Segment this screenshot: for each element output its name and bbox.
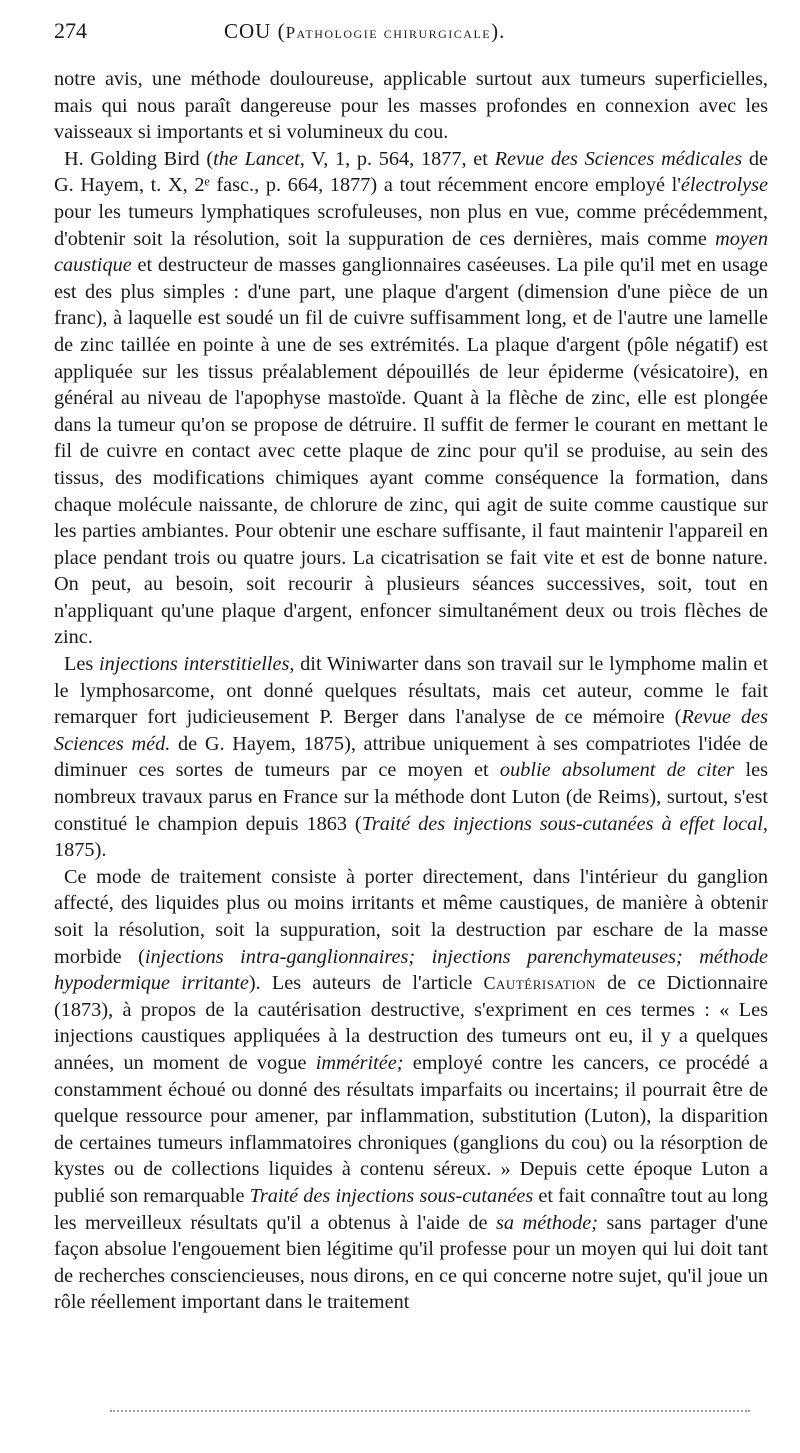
paragraph-continued [54, 66, 768, 146]
page-header [54, 18, 770, 66]
text-run: , dit Winiwarter dans son travail sur le lymphome malin et le lymphosarcome, ont donné quelques résultats, mais cet auteur, comme le fait remarquer fort judicieusement P. Berger dans l'analyse de ce mémoire ( [54, 653, 769, 729]
running-head [224, 19, 505, 44]
text-run: , 1875). [54, 812, 768, 862]
paragraph-interstitial-injections [54, 651, 768, 864]
text-run: H. Golding Bird ( [64, 147, 214, 170]
italic-text: the Lancet [213, 147, 300, 170]
text-run: Ce mode de traitement consiste à porter directement, dans l'intérieur du ganglion affecté, des liquides plus ou moins irritants et même caustiques, de manière à obtenir soit la résolution, soit la suppuration, soit la destruction par eschare de la masse morbide ( [54, 865, 768, 968]
text-run: de ce Dictionnaire (1873), à propos de la cautérisation destructive, s'expriment en ces termes : « Les injections caustiques appliquées à la destruction des tumeurs ont eu, il y a quelques années, un moment de vogue [54, 972, 768, 1074]
page-number: 274 [54, 18, 87, 43]
text-run: notre avis, une méthode douloureuse, applicable surtout aux tumeurs superficielles, mais qui nous paraît dangereuse pour les masses profondes en connexion avec les vaisseaux si importants et si volumineux du cou. [54, 68, 768, 144]
italic-text: injections interstitielles [98, 653, 290, 676]
text-run: employé contre les cancers, ce procédé a constamment échoué ou donné des résultats imparfaits ou incertains; il pourrait être de quelque ressource pour amener, par inflammation, substitution (Luton), la disparition de certaines tumeurs inflammatoires chroniques (ganglions du cou) ou la résorption de kystes ou de collections liquides à contenu séreux. » Depuis cette époque Luton a publié son remarquable [54, 1051, 768, 1207]
text-run: pour les tumeurs lymphatiques scrofuleuses, non plus en vue, comme précédemment, d'obtenir soit la résolution, soit la suppuration de ces dernières, mais comme [54, 200, 768, 250]
text-run: de G. Hayem, t. X, 2ᵉ fasc., p. 664, 1877) a tout récemment encore employé l' [54, 147, 769, 197]
text-run: les nombreux travaux parus en France sur la méthode dont Luton (de Reims), surtout, s'est constitué le champion depuis 1863 ( [54, 759, 768, 835]
italic-text: injections intra-ganglionnaires; injections parenchymateuses; méthode hypodermique irritante [54, 945, 768, 995]
running-head-main: COU ( [224, 19, 286, 43]
italic-text: imméritée; [315, 1051, 404, 1074]
text-run: , V, 1, p. 564, 1877, et [299, 147, 495, 170]
small-caps-text: Cautérisation [483, 973, 596, 994]
paragraph-electrolysis [54, 146, 768, 651]
text-run: et destructeur de masses ganglionnaires caséeuses. La pile qu'il met en usage est des plus simples : d'une part, une plaque d'argent (dimension d'une pièce de un franc), à laquelle est soudé un fil de cuivre suffisamment long, et de l'autre une lamelle de zinc taillée en pointe à une de ses extrémités. La plaque d'argent (pôle négatif) est appliquée sur les tissus préalablement dépouillés de leur épiderme (vésicatoire), en général au niveau de l'apophyse mastoïde. Quant à la flèche de zinc, elle est plongée dans la tumeur qu'on se propose de détruire. Il suffit de fermer le courant en mettant le fil de cuivre en contact avec cette plaque de zinc pour qu'il se produise, au sein des tissus, des modifications chimiques ayant comme conséquence la formation, dans chaque molécule naissante, de chlorure de zinc, qui agit de suite comme caustique sur les parties ambiantes. Pour obtenir une eschare suffisante, il faut maintenir l'appareil en place pendant trois ou quatre jours. La cicatrisation se fait vite et est de bonne nature. On peut, au besoin, soit recourir à plusieurs séances successives, soit, tout en n'appliquant qu'une plaque d'argent, enfoncer simultanément deux ou trois flèches de zinc. [54, 254, 768, 649]
text-run: sans partager d'une façon absolue l'engouement bien légitime qu'il professe pour un moyen qui lui doit tant de recherches consciencieuses, nous dirons, en ce qui concerne notre sujet, qu'il joue un rôle réellement important dans le traitement [54, 1211, 768, 1314]
italic-text: Revue des Sciences médicales [494, 147, 743, 170]
paragraph-treatment-mode [54, 864, 768, 1316]
text-run: Les [64, 653, 99, 676]
italic-text: Traité des injections sous-cutanées à effet local [361, 812, 763, 835]
italic-text: Traité des injections sous-cutanées [249, 1184, 534, 1207]
body-text [54, 66, 768, 1316]
italic-text: électrolyse [680, 174, 768, 197]
running-head-subtitle: Pathologie chirurgicale [285, 23, 492, 42]
footer-dotted-rule [110, 1410, 750, 1412]
italic-text: moyen caustique [54, 227, 768, 277]
text-run: ). Les auteurs de l'article [248, 972, 484, 995]
italic-text: oublie absolument de citer [499, 759, 735, 782]
text-run: et fait connaître tout au long les merveilleux résultats qu'il a obtenus à l'aide de [54, 1184, 768, 1234]
italic-text: Revue des Sciences méd. [54, 706, 769, 755]
text-run: de G. Hayem, 1875), attribue uniquement à ses compatriotes l'idée de diminuer ces sortes de tumeurs par ce moyen et [54, 732, 768, 782]
italic-text: sa méthode; [496, 1211, 599, 1234]
running-head-end: ). [491, 19, 506, 43]
